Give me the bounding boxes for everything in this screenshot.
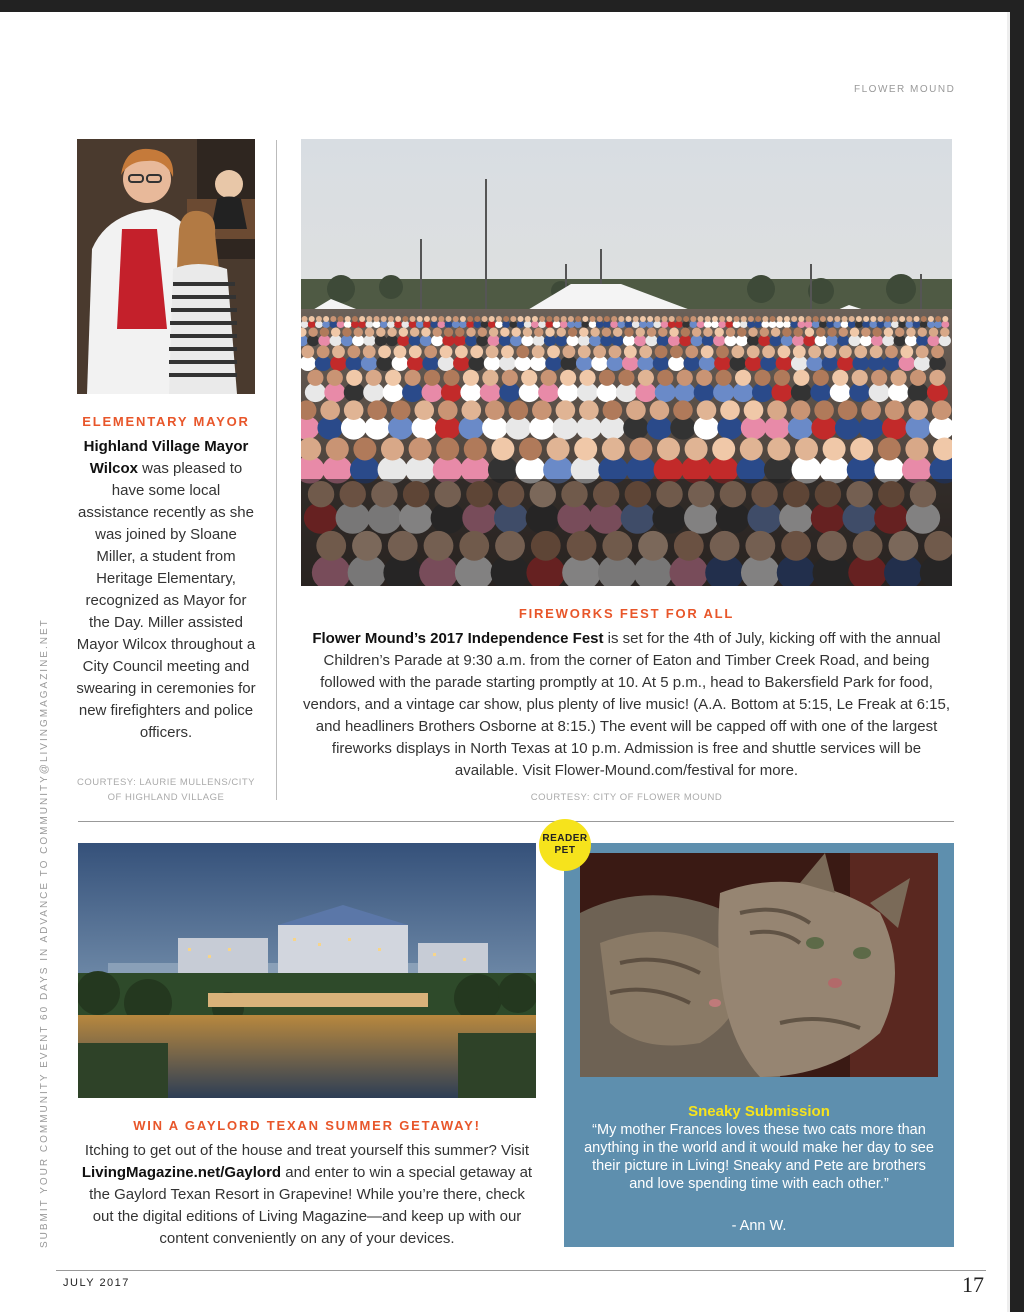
gaylord-body [78, 1140, 536, 1250]
page-number: 17 [962, 1272, 984, 1297]
mayor-body [75, 436, 257, 744]
reader-pet-box [564, 843, 954, 1247]
gaylord-text-after: and enter to win a special getaway at the Gaylord Texan Resort in Grapevine! While you’re there, check out the digital editions of Living Magazine—and keep up with our content conveniently on any of your devices. [89, 1164, 533, 1247]
mayor-credit: COURTESY: LAURIE MULLENS/CITY OF HIGHLAND VILLAGE [77, 777, 255, 803]
vertical-submit-note: SUBMIT YOUR COMMUNITY EVENT 60 DAYS IN ADVANCE TO COMMUNITY@LIVINGMAGAZINE.NET [39, 618, 50, 1248]
pet-quote: “My mother Frances loves these two cats more than anything in the world and it would make her day to see their picture in Living! Sneaky and Pete are brothers and love spending time with each other.” [584, 1122, 934, 1192]
issue-date: JULY 2017 [63, 1277, 130, 1289]
fireworks-text: is set for the 4th of July, kicking off with the annual Children’s Parade at 9:30 a.m. from the corner of Eaton and Timber Creek Road, and being followed with the parade starting promptly at 10. At 5 p.m., head to Bakersfield Park for food, vendors, and a vintage car show, plus plenty of live music! (A.A. Bottom at 5:15, Le Freak at 6:15, and headliners Brothers Osborne at 8:15.) The event will be capped off with one of the largest fireworks displays in North Texas at 10 p.m. Admission is free and shuttle services will be available. Visit Flower-Mound.com/festival for more. [302, 630, 950, 779]
reader-pet-badge: READER PET [539, 819, 591, 871]
footer-divider [56, 1270, 986, 1271]
pet-signature: - Ann W. [731, 1218, 787, 1234]
mayor-text: was pleased to have some local assistance recently as she was joined by Sloane Miller, a student from Heritage Elementary, recognized as Mayor for the Day. Miller assisted Mayor Wilcox throughout a City Council meeting and swearing in ceremonies for new firefighters and police officers. [76, 460, 256, 741]
crowd-photo [301, 139, 952, 586]
mayor-lead: Highland Village Mayor Wilcox [83, 438, 249, 477]
gaylord-text-before: Itching to get out of the house and treat yourself this summer? Visit [84, 1142, 530, 1159]
page-edge-highlight [1007, 12, 1010, 1312]
gaylord-link[interactable]: LivingMagazine.net/Gaylord [81, 1164, 282, 1181]
section-divider [78, 821, 954, 822]
top-bar [0, 0, 1024, 12]
page-edge [1010, 12, 1024, 1312]
mayor-photo [77, 139, 255, 394]
column-divider [276, 140, 277, 800]
gaylord-photo [78, 843, 536, 1098]
fireworks-heading: FIREWORKS FEST FOR ALL [518, 606, 735, 621]
mayor-heading: ELEMENTARY MAYOR [82, 414, 250, 429]
fireworks-lead: Flower Mound’s 2017 Independence Fest [312, 630, 604, 647]
cats-photo [580, 853, 938, 1077]
fireworks-body [301, 628, 952, 782]
section-label: FLOWER MOUND [854, 84, 956, 95]
fireworks-credit: COURTESY: CITY OF FLOWER MOUND [530, 792, 723, 803]
pet-title: Sneaky Submission [688, 1103, 830, 1120]
gaylord-heading: WIN A GAYLORD TEXAN SUMMER GETAWAY! [133, 1118, 481, 1133]
